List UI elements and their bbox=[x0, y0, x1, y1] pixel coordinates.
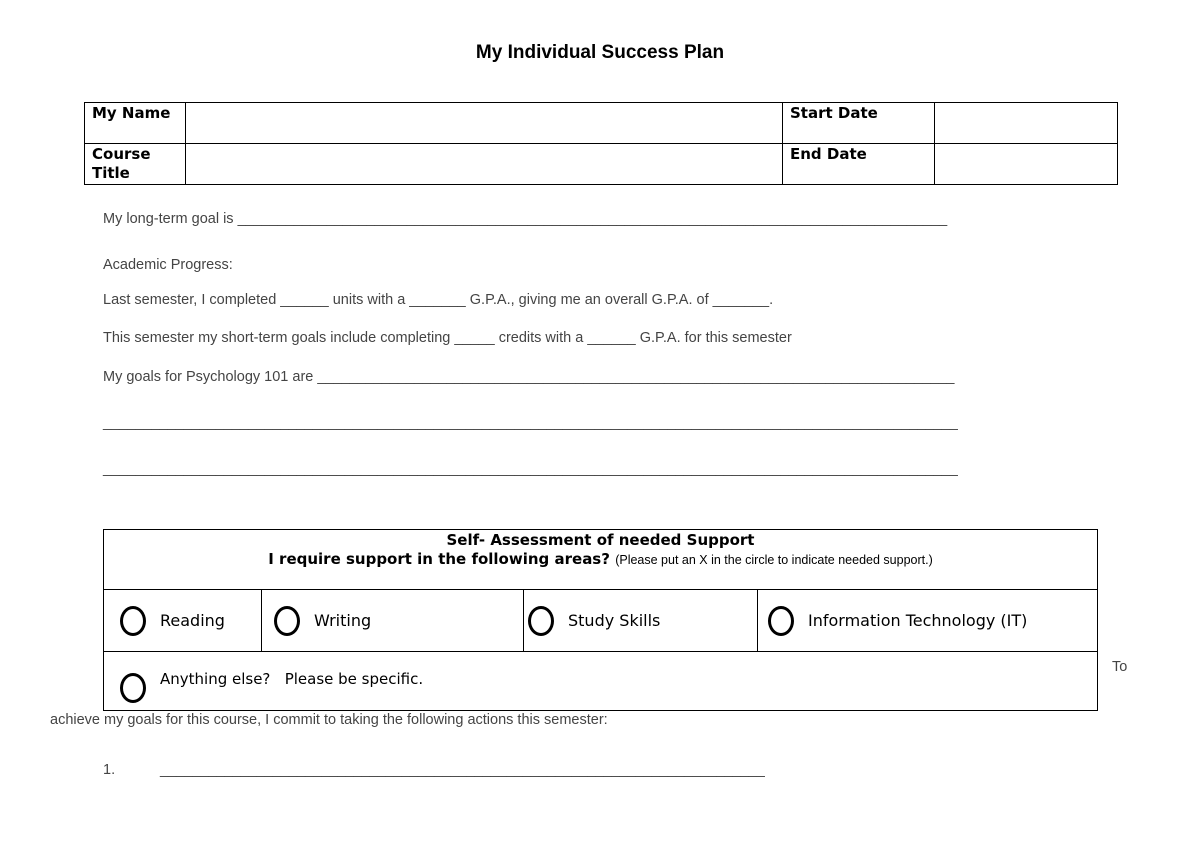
option-anything-else[interactable] bbox=[104, 652, 1097, 710]
checkbox-circle-icon[interactable] bbox=[120, 606, 146, 636]
end-date-label: End Date bbox=[783, 144, 935, 185]
this-semester-line: This semester my short-term goals include completing _____ credits with a ______ G.P.A. for this semester bbox=[103, 330, 792, 346]
course-title-label: Course Title bbox=[85, 144, 186, 185]
support-heading: Self- Assessment of needed Support bbox=[446, 531, 755, 549]
end-date-field[interactable] bbox=[935, 144, 1118, 185]
option-label: Information Technology (IT) bbox=[808, 611, 1028, 630]
name-label: My Name bbox=[85, 103, 186, 144]
commit-text: achieve my goals for this course, I commit to taking the following actions this semester: bbox=[50, 712, 608, 728]
psychology-goals-line: My goals for Psychology 101 are _______________________________________________________________________________ bbox=[103, 369, 955, 385]
option-study-skills[interactable] bbox=[524, 590, 758, 651]
commit-text-start: To bbox=[1112, 659, 1128, 675]
option-label: Study Skills bbox=[568, 611, 661, 630]
start-date-label: Start Date bbox=[783, 103, 935, 144]
blank-answer-line: __________________________________________________________________________________________________________ bbox=[103, 415, 958, 431]
checkbox-circle-icon[interactable] bbox=[768, 606, 794, 636]
action-item-line: ___________________________________________________________________________ bbox=[160, 762, 765, 778]
support-question: I require support in the following areas? bbox=[268, 550, 610, 568]
option-information-technology[interactable] bbox=[758, 590, 1097, 651]
option-reading[interactable] bbox=[104, 590, 262, 651]
academic-progress-label: Academic Progress: bbox=[103, 257, 233, 273]
checkbox-circle-icon[interactable] bbox=[528, 606, 554, 636]
support-options bbox=[104, 590, 1097, 652]
support-question-row bbox=[104, 550, 1097, 570]
info-table bbox=[84, 102, 1118, 185]
option-writing[interactable] bbox=[262, 590, 524, 651]
action-item-number: 1. bbox=[103, 762, 116, 778]
name-field[interactable] bbox=[186, 103, 783, 144]
option-label: Writing bbox=[314, 611, 372, 630]
checkbox-circle-icon[interactable] bbox=[120, 673, 146, 703]
support-header bbox=[104, 530, 1097, 590]
blank-answer-line: __________________________________________________________________________________________________________ bbox=[103, 461, 958, 477]
start-date-field[interactable] bbox=[935, 103, 1118, 144]
anything-else-label: Anything else? Please be specific. bbox=[160, 670, 424, 688]
support-note: (Please put an X in the circle to indicate needed support.) bbox=[615, 553, 933, 567]
long-term-goal-line: My long-term goal is ________________________________________________________________________________________ bbox=[103, 211, 948, 227]
option-label: Reading bbox=[160, 611, 225, 630]
course-title-field[interactable] bbox=[186, 144, 783, 185]
last-semester-line: Last semester, I completed ______ units with a _______ G.P.A., giving me an overall G.P.A. of _______. bbox=[103, 292, 774, 308]
support-assessment-table bbox=[103, 529, 1098, 711]
checkbox-circle-icon[interactable] bbox=[274, 606, 300, 636]
page-title: My Individual Success Plan bbox=[475, 42, 725, 63]
